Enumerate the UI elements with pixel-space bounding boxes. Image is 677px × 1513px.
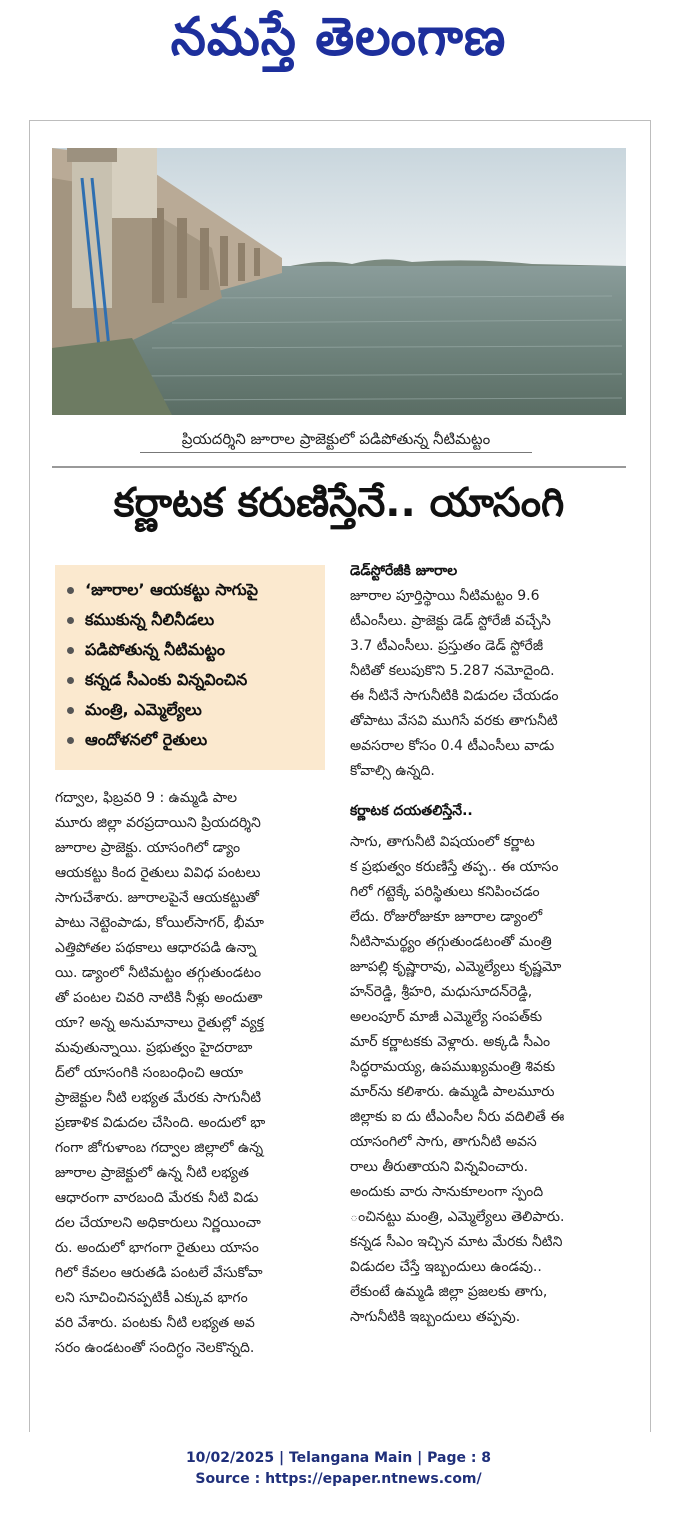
highlight-item: ఆందోళనలో రైతులు: [65, 725, 319, 755]
text-line: జూపల్లి కృష్ణారావు, ఎమ్మెల్యేలు కృష్ణమో: [350, 959, 562, 975]
article-column-2: [350, 558, 626, 1330]
photo-caption: ప్రియదర్శిని జూరాల ప్రాజెక్టులో పడిపోతున్న నీటిమట్టం: [140, 426, 532, 453]
text-line: సాగునీటికి ఇబ్బందులు తప్పవు.: [350, 1309, 521, 1325]
text-line: పాటు నెట్టెంపాడు, కోయిల్‌సాగర్, భీమా: [55, 915, 264, 931]
text-line: గద్వాల, ఫిబ్రవరి 9 : ఉమ్మడి పాల: [55, 790, 238, 806]
highlight-item: కముకున్న నీలినీడలు: [65, 605, 319, 635]
text-line: జూరాల ప్రాజెక్టు. యాసంగిలో డ్యాం: [55, 840, 241, 856]
highlights-box: [55, 565, 325, 770]
subheading-dead-storage: డెడ్‌స్టోరేజీకి జూరాల: [350, 563, 458, 579]
text-line: కోవాల్సి ఉన్నది.: [350, 763, 435, 779]
headline-text: కర్ణాటక కరుణిస్తేనే.. యాసంగి: [113, 480, 565, 526]
highlight-item: కన్నడ సీఎంకు విన్నవించిన: [65, 665, 319, 695]
text-line: ప్రాజెక్టుల నీటి లభ్యత మేరకు సాగునీటి: [55, 1090, 262, 1106]
text-line: ఎత్తిపోతల పథకాలు ఆధారపడి ఉన్నా: [55, 940, 257, 956]
headline: [52, 466, 626, 548]
text-line: హన్‌రెడ్డి, శ్రీహరి, మధుసూదన్‌రెడ్డి,: [350, 984, 533, 1000]
text-line: ప్రణాళిక విడుదల చేసింది. అందులో భా: [55, 1115, 266, 1131]
text-line: కన్నడ సీఎం ఇచ్చిన మాట మేరకు నీటిని: [350, 1234, 563, 1250]
text-line: రు. అందులో భాగంగా రైతులు యాసం: [55, 1240, 259, 1256]
highlight-item: మంత్రి, ఎమ్మెల్యేలు: [65, 695, 319, 725]
text-line: 3.7 టీఎంసీలు. ప్రస్తుతం డెడ్ స్టోరేజీ: [350, 638, 544, 654]
text-line: తోపాటు వేసవి ముగిసే వరకు తాగునీటి: [350, 713, 558, 729]
text-line: ఆధారంగా వారబంది మేరకు నీటి విడు: [55, 1190, 259, 1206]
text-line: నీటిసామర్థ్యం తగ్గుతుండటంతో మంత్రి: [350, 934, 552, 950]
text-line: అవసరాల కోసం 0.4 టీఎంసీలు వాడు: [350, 738, 555, 754]
text-line: మవుతున్నాయి. ప్రభుత్వం హైదరాబా: [55, 1040, 253, 1056]
text-line: వరి వేశారు. పంటకు నీటి లభ్యత అవ: [55, 1315, 255, 1331]
text-line: యా? అన్న అనుమానాలు రైతుల్లో వ్యక్త: [55, 1015, 264, 1031]
text-line: జిల్లాకు ఐ దు టీఎంసీల నీరు వదిలితే ఈ: [350, 1109, 565, 1125]
text-line: గిలో కేవలం ఆరుతడి పంటలే వేసుకోవా: [55, 1265, 263, 1281]
text-line: టీఎంసీలు. ప్రాజెక్టు డెడ్ స్టోరేజీ వచ్చేసి: [350, 613, 551, 629]
text-line: నీటితో కలుపుకొని 5.287 నమోదైంది.: [350, 663, 555, 679]
text-line: ద్‌లో యాసంగికి సంబంధించి ఆయా: [55, 1065, 243, 1081]
text-line: క ప్రభుత్వం కరుణిస్తే తప్ప.. ఈ యాసం: [350, 859, 559, 875]
text-line: జూరాల పూర్తిస్థాయి నీటిమట్టం 9.6: [350, 588, 540, 604]
text-line: ంచినట్టు మంత్రి, ఎమ్మెల్యేలు తెలిపారు.: [350, 1209, 565, 1225]
highlight-item: ‘జూరాల’ ఆయకట్టు సాగుపై: [65, 575, 319, 605]
text-line: అందుకు వారు సానుకూలంగా స్పంది: [350, 1184, 544, 1200]
text-line: సరం ఉండటంతో సందిగ్ధం నెలకొన్నది.: [55, 1340, 255, 1356]
highlight-item: పడిపోతున్న నీటిమట్టం: [65, 635, 319, 665]
text-line: మార్‌ను కలిశారు. ఉమ్మడి పాలమూరు: [350, 1084, 555, 1100]
dam-photo: [52, 148, 626, 415]
text-line: లేదు. రోజురోజుకూ జూరాల డ్యాంలో: [350, 909, 543, 925]
text-line: సిద్ధరామయ్య, ఉపముఖ్యమంత్రి శివకు: [350, 1059, 556, 1075]
text-line: గంగా జోగుళాంబ గద్వాల జిల్లాలో ఉన్న: [55, 1140, 264, 1156]
subheading-karnataka: కర్ణాటక దయతలిస్తేనే..: [350, 803, 473, 819]
footer-edition-info: 10/02/2025 | Telangana Main | Page : 8: [185, 1450, 492, 1466]
text-line: దల చేయాలని అధికారులు నిర్ణయించా: [55, 1215, 261, 1231]
text-line: లేకుంటే ఉమ్మడి జిల్లా ప్రజలకు తాగు,: [350, 1284, 548, 1300]
dam-photo-illustration: [52, 148, 626, 415]
masthead: [0, 0, 677, 86]
text-line: ఈ నీటినే సాగునీటికి విడుదల చేయడం: [350, 688, 559, 704]
footer-source: Source : https://epaper.ntnews.com/: [195, 1471, 482, 1487]
text-line: యాసంగిలో సాగు, తాగునీటి అవస: [350, 1134, 537, 1150]
text-line: రాలు తీరుతాయని విన్నవించారు.: [350, 1159, 529, 1175]
text-line: మార్ కర్ణాటకకు వెళ్లారు. అక్కడి సీఎం: [350, 1034, 551, 1050]
text-line: జూరాల ప్రాజెక్టులో ఉన్న నీటి లభ్యత: [55, 1165, 249, 1181]
text-line: విడుదల చేస్తే ఇబ్బందులు ఉండవు..: [350, 1259, 542, 1275]
masthead-title: నమస్తే తెలంగాణ: [170, 5, 507, 67]
text-line: ఆయకట్టు కింద రైతులు వివిధ పంటలు: [55, 865, 261, 881]
text-line: సాగు, తాగునీటి విషయంలో కర్ణాట: [350, 834, 535, 850]
article-column-1: [55, 786, 333, 1361]
text-line: యి. డ్యాంలో నీటిమట్టం తగ్గుతుండటం: [55, 965, 262, 981]
text-line: అలంపూర్ మాజీ ఎమ్మెల్యే సంపత్‌కు: [350, 1009, 543, 1025]
page-footer: [0, 1448, 677, 1490]
text-line: లని సూచించినప్పటికీ ఎక్కువ భాగం: [55, 1290, 248, 1306]
text-line: మూరు జిల్లా వరప్రదాయిని ప్రియదర్శిని: [55, 815, 261, 831]
text-line: గిలో గట్టెక్కే పరిస్థితులు కనిపించడం: [350, 884, 540, 900]
paragraph-gap: [350, 784, 626, 798]
text-line: తో పంటల చివరి నాటికి నీళ్లు అందుతా: [55, 990, 263, 1006]
text-line: సాగుచేశారు. జూరాలపైనే ఆయకట్టుతో: [55, 890, 259, 906]
